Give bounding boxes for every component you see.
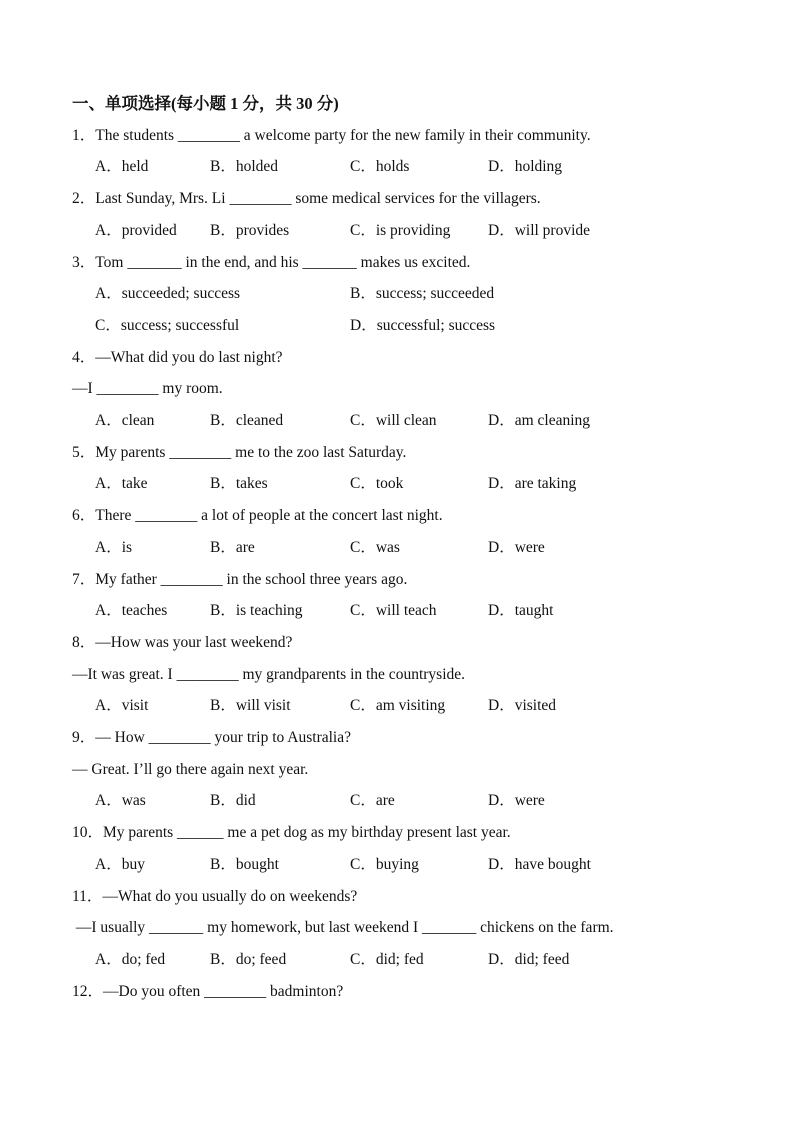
question-text: —What did you do last night? — [95, 348, 283, 366]
question-number: 4． — [72, 348, 96, 366]
question-number: 7． — [72, 570, 96, 588]
question-stem — [72, 120, 753, 152]
option: A．do; fed — [95, 950, 166, 968]
question-dialogue-line: —I ________ my room. — [72, 380, 223, 398]
option: D．am cleaning — [488, 412, 591, 430]
option: C．are — [350, 792, 395, 810]
option: B．holded — [210, 158, 279, 176]
option: A．teaches — [95, 602, 168, 620]
question-stem — [72, 500, 753, 532]
option: D．taught — [488, 602, 554, 620]
option: D．visited — [488, 697, 557, 715]
question-stem — [72, 817, 753, 849]
option: D．will provide — [488, 221, 591, 239]
option: B．takes — [210, 475, 268, 493]
question-dialogue-line: —I usually _______ my homework, but last weekend I _______ chickens on the farm. — [72, 919, 614, 937]
option: A．visit — [95, 697, 149, 715]
question-number: 5． — [72, 443, 96, 461]
question-number: 1． — [72, 126, 96, 144]
option-row — [95, 278, 753, 310]
question-text: My parents ________ me to the zoo last Saturday. — [95, 443, 407, 461]
question-text: —What do you usually do on weekends? — [102, 887, 358, 905]
option: A．succeeded; success — [95, 285, 241, 303]
option-row — [95, 944, 753, 976]
option: C．buying — [350, 855, 419, 873]
question-text: Tom _______ in the end, and his _______ makes us excited. — [95, 253, 471, 271]
option: B．success; succeeded — [350, 285, 495, 303]
question-number: 8． — [72, 633, 96, 651]
question-number: 3． — [72, 253, 96, 271]
option: B．are — [210, 538, 255, 556]
question-text: Last Sunday, Mrs. Li ________ some medical services for the villagers. — [95, 190, 541, 208]
question-text: — How ________ your trip to Australia? — [95, 729, 351, 747]
option: C．was — [350, 538, 400, 556]
question-number: 10． — [72, 824, 104, 842]
question-stem — [72, 247, 753, 279]
option-row — [95, 785, 753, 817]
option-row — [95, 151, 753, 183]
option: D．have bought — [488, 855, 591, 873]
question-dialogue-line: — Great. I’ll go there again next year. — [72, 760, 309, 778]
option: A．is — [95, 538, 133, 556]
question-stem — [72, 437, 753, 469]
question-number: 11． — [72, 887, 103, 905]
option: C．success; successful — [95, 316, 240, 334]
option: A．buy — [95, 855, 145, 873]
option: B．bought — [210, 855, 279, 873]
option: D．holding — [488, 158, 563, 176]
option-row — [95, 849, 753, 881]
section-title: 一、单项选择(每小题 1 分，共 30 分) — [72, 94, 339, 113]
question-text: The students ________ a welcome party for the new family in their community. — [95, 126, 591, 144]
option: D．were — [488, 538, 545, 556]
option-row — [95, 595, 753, 627]
option-row — [95, 215, 753, 247]
option-row — [95, 310, 753, 342]
option: C．will teach — [350, 602, 437, 620]
question-stem — [72, 881, 753, 913]
question-stem — [72, 976, 753, 1008]
question-text: —How was your last weekend? — [95, 633, 293, 651]
option: B．provides — [210, 221, 290, 239]
option: B．did — [210, 792, 256, 810]
option-row — [95, 690, 753, 722]
option: A．held — [95, 158, 149, 176]
option: A．take — [95, 475, 148, 493]
option-row — [95, 468, 753, 500]
question-dialogue-line: —It was great. I ________ my grandparents in the countryside. — [72, 665, 466, 683]
option: C．did; fed — [350, 950, 424, 968]
option: B．will visit — [210, 697, 291, 715]
question-number: 9． — [72, 729, 96, 747]
question-number: 6． — [72, 507, 96, 525]
question-stem — [72, 564, 753, 596]
option: A．provided — [95, 221, 177, 239]
question-stem — [72, 627, 753, 659]
question-text: My parents ______ me a pet dog as my birthday present last year. — [103, 824, 511, 842]
question-stem — [72, 183, 753, 215]
option: D．were — [488, 792, 545, 810]
question-text: —Do you often ________ badminton? — [103, 982, 344, 1000]
option: C．is providing — [350, 221, 451, 239]
option: A．clean — [95, 412, 155, 430]
question-number: 12． — [72, 982, 104, 1000]
question-text: My father ________ in the school three years ago. — [95, 570, 408, 588]
question-stem — [72, 342, 753, 374]
question-number: 2． — [72, 190, 96, 208]
option: C．am visiting — [350, 697, 446, 715]
option: C．took — [350, 475, 404, 493]
option: D．successful; success — [350, 316, 496, 334]
question-text: There ________ a lot of people at the concert last night. — [95, 507, 443, 525]
option-row — [95, 532, 753, 564]
option: B．do; feed — [210, 950, 287, 968]
option: A．was — [95, 792, 146, 810]
option: D．are taking — [488, 475, 577, 493]
option-row — [95, 405, 753, 437]
question-stem — [72, 722, 753, 754]
option: D．did; feed — [488, 950, 570, 968]
option: C．will clean — [350, 412, 437, 430]
option: B．cleaned — [210, 412, 284, 430]
option: B．is teaching — [210, 602, 303, 620]
option: C．holds — [350, 158, 410, 176]
